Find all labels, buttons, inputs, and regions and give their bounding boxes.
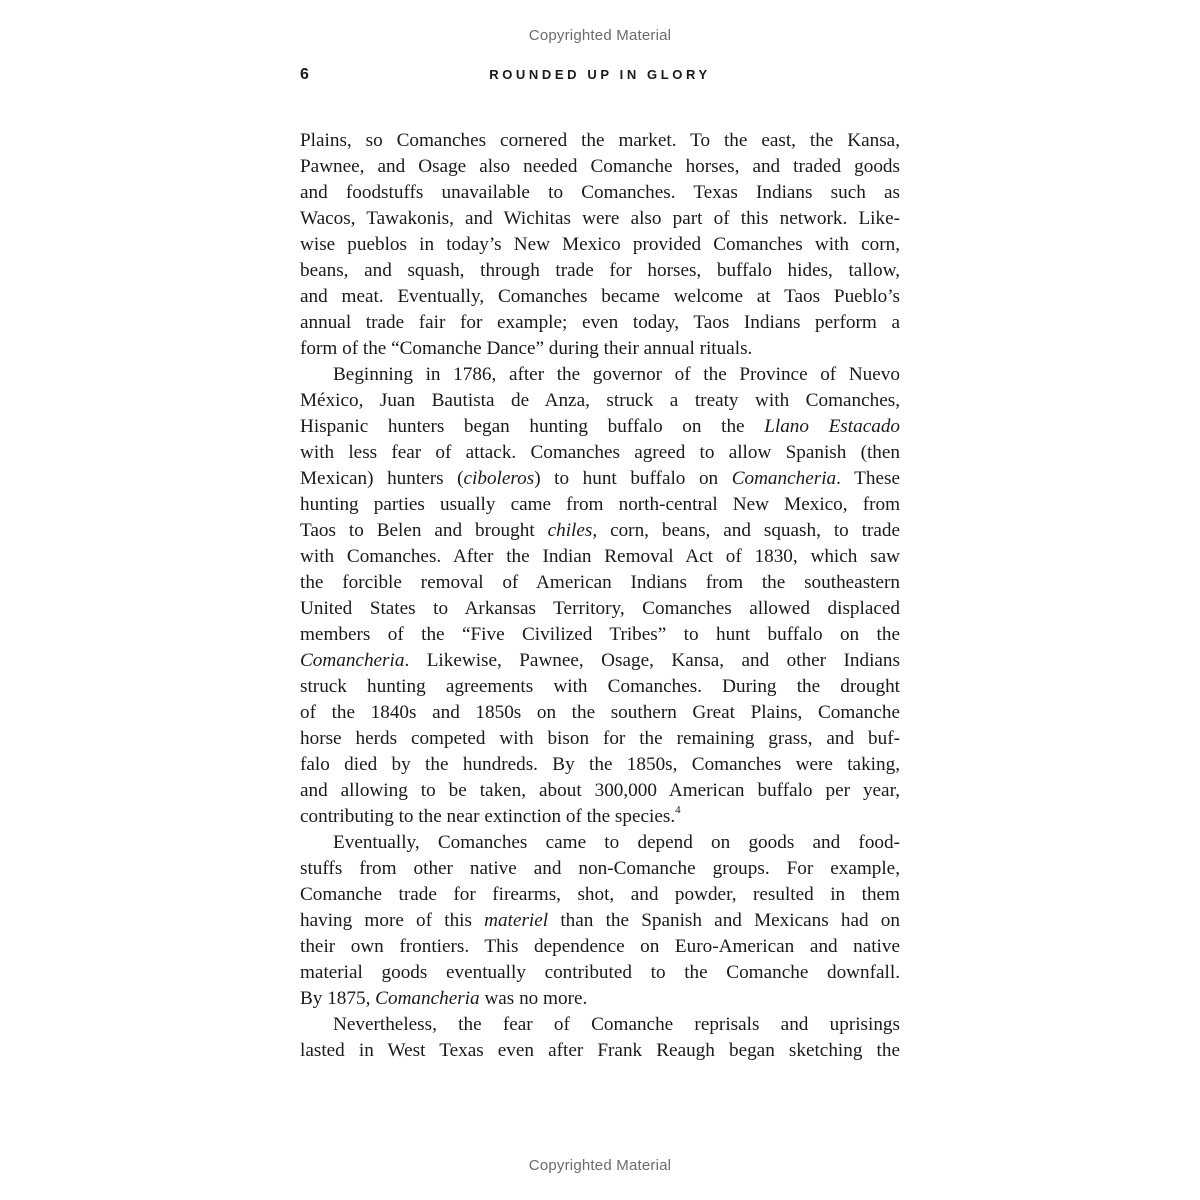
text-line — [300, 908, 900, 934]
text-line: stuffs from other native and non-Comanche groups. For example, — [300, 858, 900, 879]
text-line: Plains, so Comanches cornered the market. To the east, the Kansa, — [300, 130, 900, 151]
text-line: with less fear of attack. Comanches agreed to allow Spanish (then — [300, 442, 900, 463]
text-line: annual trade fair for example; even today, Taos Indians perform a — [300, 312, 900, 333]
text-line: their own frontiers. This dependence on Euro-American and native — [300, 936, 900, 957]
page-number: 6 — [300, 66, 309, 83]
text-line: members of the “Five Civilized Tribes” to hunt buffalo on the — [300, 624, 900, 645]
text-line: horse herds competed with bison for the remaining grass, and buf- — [300, 728, 900, 749]
text-line: the forcible removal of American Indians from the southeastern — [300, 572, 900, 593]
italic-term: Llano Estacado — [764, 416, 901, 437]
copyright-watermark-top: Copyrighted Material — [528, 27, 672, 44]
text-line: hunting parties usually came from north-central New Mexico, from — [300, 494, 900, 515]
text-line: of the 1840s and 1850s on the southern Great Plains, Comanche — [300, 702, 900, 723]
text-run: corn, beans, and squash, to trade — [597, 520, 900, 541]
text-run: ) to hunt buffalo on — [534, 468, 732, 489]
text-line — [300, 804, 900, 830]
text-line: and meat. Eventually, Comanches became welcome at Taos Pueblo’s — [300, 286, 900, 307]
text-line: lasted in West Texas even after Frank Reaugh began sketching the — [300, 1040, 900, 1061]
text-run: . Likewise, Pawnee, Osage, Kansa, and other Indians — [404, 650, 900, 671]
italic-term: Comancheria — [300, 650, 405, 671]
text-run: Taos to Belen and brought — [300, 520, 548, 541]
text-line: struck hunting agreements with Comanches. During the drought — [300, 676, 900, 697]
text-line: Pawnee, and Osage also needed Comanche horses, and traded goods — [300, 156, 900, 177]
text-run: By 1875, — [300, 988, 376, 1009]
text-run: . These — [836, 468, 900, 489]
paragraph-3 — [300, 830, 900, 1012]
copyright-watermark-bottom: Copyrighted Material — [528, 1157, 672, 1174]
italic-term: Comancheria — [731, 468, 837, 489]
running-head: ROUNDED UP IN GLORY — [489, 67, 711, 82]
text-run: Mexican) hunters ( — [300, 468, 464, 489]
text-line: Beginning in 1786, after the governor of the Province of Nuevo — [333, 364, 900, 385]
text-line: material goods eventually contributed to the Comanche downfall. — [300, 962, 900, 983]
body-text — [300, 128, 900, 1064]
text-line — [300, 986, 900, 1012]
italic-term: materiel — [484, 910, 549, 931]
text-run: was no more. — [479, 988, 588, 1009]
text-run: having more of this — [300, 910, 485, 931]
paragraph-4 — [300, 1012, 900, 1064]
text-run: Hispanic hunters began hunting buffalo on the — [300, 416, 765, 437]
paragraph-1 — [300, 128, 900, 362]
text-run: contributing to the near extinction of the species. — [300, 806, 676, 827]
text-line: beans, and squash, through trade for horses, buffalo hides, tallow, — [300, 260, 900, 281]
text-line — [300, 518, 900, 544]
text-line: Wacos, Tawakonis, and Wichitas were also part of this network. Like- — [300, 208, 900, 229]
footnote-marker: 4 — [675, 803, 681, 816]
italic-term: chiles, — [547, 520, 598, 541]
text-line: falo died by the hundreds. By the 1850s, Comanches were taking, — [300, 754, 900, 775]
text-run: than the Spanish and Mexicans had on — [548, 910, 900, 931]
text-line — [300, 648, 900, 674]
text-line: United States to Arkansas Territory, Comanches allowed displaced — [300, 598, 900, 619]
text-line: Comanche trade for firearms, shot, and powder, resulted in them — [300, 884, 900, 905]
text-line — [300, 466, 900, 492]
text-line: and allowing to be taken, about 300,000 American buffalo per year, — [300, 780, 900, 801]
text-line — [300, 414, 900, 440]
text-line: Nevertheless, the fear of Comanche reprisals and uprisings — [333, 1014, 900, 1035]
text-line: wise pueblos in today’s New Mexico provided Comanches with corn, — [300, 234, 900, 255]
italic-term: ciboleros — [463, 468, 535, 489]
text-line: and foodstuffs unavailable to Comanches. Texas Indians such as — [300, 182, 900, 203]
text-line: México, Juan Bautista de Anza, struck a treaty with Comanches, — [300, 390, 900, 411]
italic-term: Comancheria — [375, 988, 480, 1009]
text-line: form of the “Comanche Dance” during their annual rituals. — [300, 338, 753, 359]
paragraph-2 — [300, 362, 900, 830]
text-line: with Comanches. After the Indian Removal Act of 1830, which saw — [300, 546, 900, 567]
text-line: Eventually, Comanches came to depend on goods and food- — [333, 832, 900, 853]
